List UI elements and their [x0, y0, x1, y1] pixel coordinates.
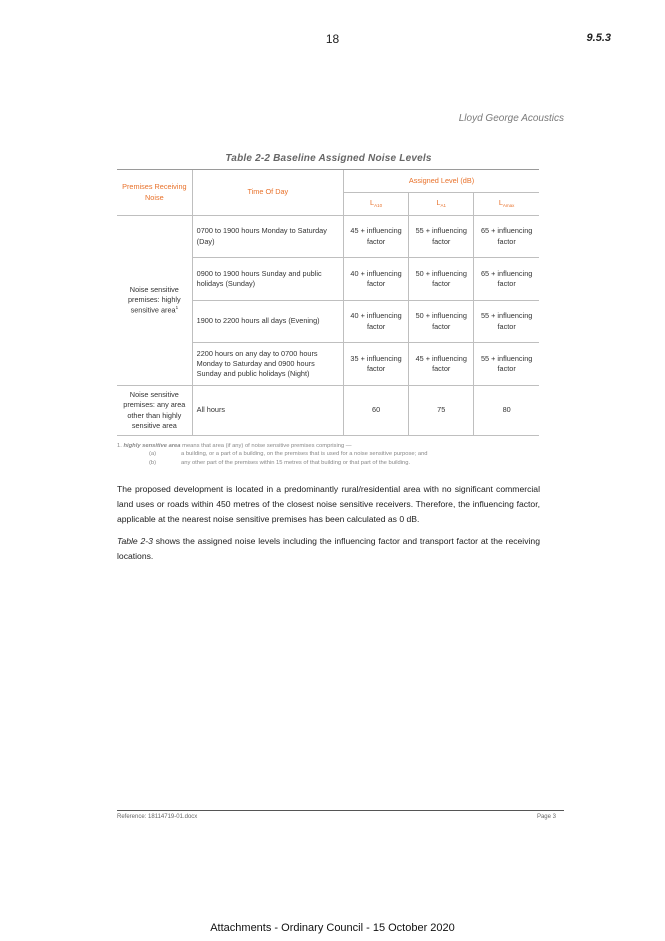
- attachments-footer: Attachments - Ordinary Council - 15 October 2020: [210, 922, 455, 934]
- header-premises: Premises Receiving Noise: [117, 170, 192, 216]
- la1-cell: 45 + influencing factor: [409, 343, 474, 386]
- agenda-item-ref: 9.5.3: [586, 32, 611, 44]
- footer-page-number: Page 3: [536, 814, 556, 820]
- header-lamax: $L_{Amax}$: [474, 193, 539, 216]
- footnote-item-a: (a) a building, or a part of a building, on the premises that is used for a noise sensitive purpose; and: [149, 451, 428, 458]
- table-row: [117, 216, 539, 258]
- la1-cell: 55 + influencing factor: [409, 216, 474, 258]
- table-footnotes: [117, 442, 557, 467]
- body-paragraph: The proposed development is located in a predominantly rural/residential area with no significant commercial land uses or roads within 450 metres of the closest noise sensitive receivers. Therefore, the influencing factor, applicable at the nearest noise sensitive premises has been calculated as 0 dB.: [117, 484, 540, 525]
- la10-cell: 60: [344, 386, 409, 436]
- time-cell: 0900 to 1900 hours Sunday and public holidays (Sunday): [192, 258, 343, 301]
- lamax-cell: 55 + influencing factor: [474, 343, 539, 386]
- la1-cell: 50 + influencing factor: [409, 258, 474, 301]
- premises-other-area: Noise sensitive premises: any area other than highly sensitive area: [117, 386, 192, 436]
- footer-reference: Reference: 18114719-01.docx: [117, 814, 198, 820]
- header-la10: $L_{A10}$: [344, 193, 409, 216]
- footnote-definition: 1. highly sensitive area means that area (if any) of noise sensitive premises comprising —: [117, 443, 352, 449]
- body-paragraph: Table 2-3 shows the assigned noise levels including the influencing factor and transport factor at the receiving locations.: [117, 536, 540, 562]
- header-time-of-day: Time Of Day: [192, 170, 343, 216]
- footnote-item-b: (b) any other part of the premises within 15 metres of that building or that part of the building.: [149, 459, 411, 466]
- time-cell: All hours: [192, 386, 343, 436]
- lamax-cell: 65 + influencing factor: [474, 258, 539, 301]
- la10-cell: 40 + influencing factor: [344, 258, 409, 301]
- time-cell: 1900 to 2200 hours all days (Evening): [192, 301, 343, 343]
- header-assigned-level: Assigned Level (dB): [344, 170, 539, 193]
- assigned-noise-levels-table: [117, 169, 539, 436]
- company-name: Lloyd George Acoustics: [458, 113, 564, 124]
- time-cell: 0700 to 1900 hours Monday to Saturday (Day): [192, 216, 343, 258]
- la10-cell: 45 + influencing factor: [344, 216, 409, 258]
- lamax-cell: 55 + influencing factor: [474, 301, 539, 343]
- la10-cell: 40 + influencing factor: [344, 301, 409, 343]
- lamax-cell: 80: [474, 386, 539, 436]
- table-reference: Table 2-3: [117, 536, 153, 546]
- la1-cell: 50 + influencing factor: [409, 301, 474, 343]
- time-cell: 2200 hours on any day to 0700 hours Monday to Saturday and 0900 hours Sunday and public holidays (Night): [192, 343, 343, 386]
- lamax-cell: 65 + influencing factor: [474, 216, 539, 258]
- premises-highly-sensitive: Noise sensitive premises: highly sensitive area$^1$: [117, 216, 192, 386]
- header-la1: $L_{A1}$: [409, 193, 474, 216]
- footer-divider: [117, 810, 564, 811]
- table-row: [117, 386, 539, 436]
- table-title: Table 2-2 Baseline Assigned Noise Levels: [225, 153, 432, 164]
- la10-cell: 35 + influencing factor: [344, 343, 409, 386]
- la1-cell: 75: [409, 386, 474, 436]
- page-number: 18: [325, 32, 340, 46]
